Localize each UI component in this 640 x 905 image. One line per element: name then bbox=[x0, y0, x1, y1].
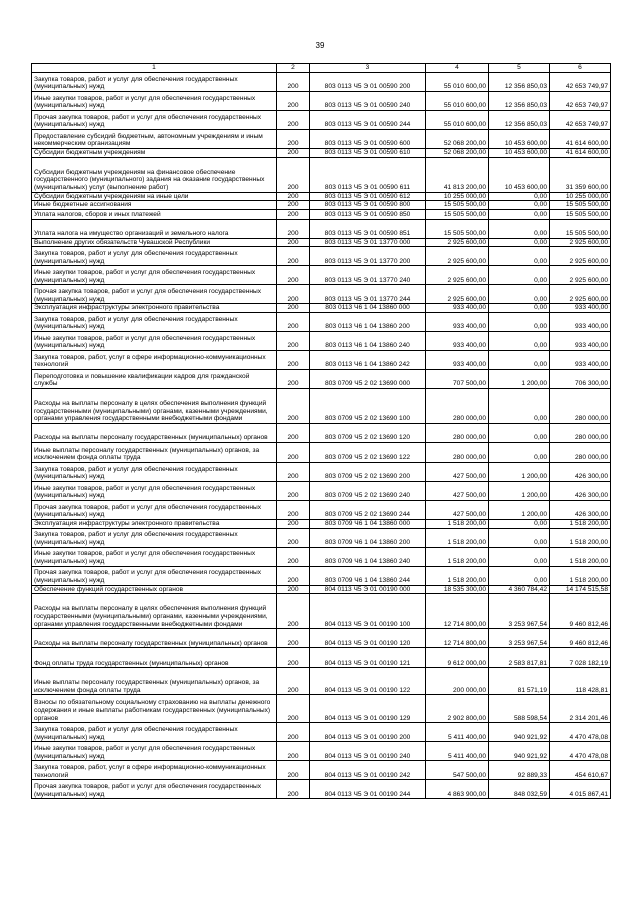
row-value-col5: 0,00 bbox=[489, 219, 550, 238]
row-classifier-cell: 803 0709 Ч5 2 02 13690 122 bbox=[310, 442, 426, 462]
row-code-cell: 200 bbox=[277, 312, 310, 331]
row-code-cell: 200 bbox=[277, 481, 310, 500]
row-classifier-cell: 803 0709 Ч5 2 02 13690 200 bbox=[310, 462, 426, 481]
row-name-cell: Фонд оплаты труда государственных (муниципальных) органов bbox=[32, 648, 277, 668]
row-value-col4: 12 714 800,00 bbox=[426, 629, 489, 648]
row-code-cell: 200 bbox=[277, 388, 310, 423]
table-row bbox=[32, 500, 611, 519]
row-value-col5: 0,00 bbox=[489, 247, 550, 266]
row-value-col5: 0,00 bbox=[489, 519, 550, 528]
table-row bbox=[32, 547, 611, 566]
row-classifier-cell: 804 0113 Ч5 Э 01 00190 244 bbox=[310, 780, 426, 799]
row-name-cell: Прочая закупка товаров, работ и услуг для обеспечения государственных (муниципальных) нужд bbox=[32, 111, 277, 130]
row-classifier-cell: 803 0709 Ч6 1 04 13860 000 bbox=[310, 519, 426, 528]
row-code-cell: 200 bbox=[277, 648, 310, 668]
table-row bbox=[32, 111, 611, 130]
row-name-cell: Закупка товаров, работ и услуг для обеспечения государственных (муниципальных) нужд bbox=[32, 73, 277, 92]
row-value-col4: 280 000,00 bbox=[426, 442, 489, 462]
row-value-col4: 933 400,00 bbox=[426, 331, 489, 350]
row-value-col6: 118 428,81 bbox=[550, 668, 611, 695]
table-row bbox=[32, 201, 611, 210]
table-row bbox=[32, 266, 611, 285]
row-value-col4: 2 902 800,00 bbox=[426, 695, 489, 723]
row-value-col6: 4 015 867,41 bbox=[550, 780, 611, 799]
row-code-cell: 200 bbox=[277, 285, 310, 304]
row-classifier-cell: 803 0113 Ч5 Э 01 00590 610 bbox=[310, 149, 426, 158]
row-value-col5: 3 253 967,54 bbox=[489, 594, 550, 629]
row-code-cell: 200 bbox=[277, 201, 310, 210]
row-name-cell: Расходы на выплаты персоналу государственных (муниципальных) органов bbox=[32, 629, 277, 648]
row-code-cell: 200 bbox=[277, 247, 310, 266]
row-code-cell: 200 bbox=[277, 723, 310, 742]
table-row bbox=[32, 369, 611, 388]
row-code-cell: 200 bbox=[277, 209, 310, 219]
table-row bbox=[32, 668, 611, 695]
table-row bbox=[32, 350, 611, 369]
row-value-col5: 12 356 850,03 bbox=[489, 92, 550, 111]
row-value-col6: 1 518 200,00 bbox=[550, 528, 611, 547]
row-classifier-cell: 804 0113 Ч5 Э 01 00190 121 bbox=[310, 648, 426, 668]
row-classifier-cell: 803 0113 Ч6 1 04 13860 242 bbox=[310, 350, 426, 369]
row-value-col6: 7 028 182,19 bbox=[550, 648, 611, 668]
row-value-col5: 10 453 600,00 bbox=[489, 157, 550, 192]
row-value-col4: 9 612 000,00 bbox=[426, 648, 489, 668]
row-value-col6: 9 460 812,46 bbox=[550, 594, 611, 629]
row-name-cell: Предоставление субсидий бюджетным, автономным учреждениям и иным некоммерческим организациям bbox=[32, 130, 277, 149]
row-classifier-cell: 803 0709 Ч5 2 02 13690 120 bbox=[310, 423, 426, 442]
row-classifier-cell: 803 0709 Ч5 2 02 13690 100 bbox=[310, 388, 426, 423]
row-value-col4: 280 000,00 bbox=[426, 423, 489, 442]
row-value-col5: 1 200,00 bbox=[489, 462, 550, 481]
row-name-cell: Закупка товаров, работ, услуг в сфере информационно-коммуникационных технологий bbox=[32, 761, 277, 780]
row-code-cell: 200 bbox=[277, 500, 310, 519]
row-name-cell: Эксплуатация инфраструктуры электронного правительства bbox=[32, 519, 277, 528]
header-row bbox=[32, 64, 611, 73]
row-code-cell: 200 bbox=[277, 111, 310, 130]
row-value-col6: 2 314 201,46 bbox=[550, 695, 611, 723]
row-name-cell: Закупка товаров, работ и услуг для обеспечения государственных (муниципальных) нужд bbox=[32, 312, 277, 331]
row-value-col5: 0,00 bbox=[489, 209, 550, 219]
table-row bbox=[32, 566, 611, 585]
row-value-col5: 848 032,59 bbox=[489, 780, 550, 799]
row-value-col5: 0,00 bbox=[489, 566, 550, 585]
row-value-col6: 4 470 478,08 bbox=[550, 742, 611, 761]
header-cell: 2 bbox=[277, 64, 310, 73]
budget-table bbox=[31, 63, 611, 799]
table-row bbox=[32, 462, 611, 481]
row-code-cell: 200 bbox=[277, 73, 310, 92]
row-value-col6: 426 300,00 bbox=[550, 481, 611, 500]
row-classifier-cell: 803 0113 Ч5 Э 01 13770 240 bbox=[310, 266, 426, 285]
table-row bbox=[32, 219, 611, 238]
row-value-col4: 2 925 600,00 bbox=[426, 238, 489, 247]
row-name-cell: Закупка товаров, работ и услуг для обеспечения государственных (муниципальных) нужд bbox=[32, 247, 277, 266]
row-name-cell: Закупка товаров, работ, услуг в сфере информационно-коммуникационных технологий bbox=[32, 350, 277, 369]
row-name-cell: Переподготовка и повышение квалификации кадров для гражданской службы bbox=[32, 369, 277, 388]
row-value-col6: 15 505 500,00 bbox=[550, 209, 611, 219]
table-row bbox=[32, 247, 611, 266]
table-row bbox=[32, 423, 611, 442]
table-row bbox=[32, 312, 611, 331]
row-value-col5: 0,00 bbox=[489, 285, 550, 304]
header-cell: 6 bbox=[550, 64, 611, 73]
row-code-cell: 200 bbox=[277, 192, 310, 201]
row-value-col5: 4 360 784,42 bbox=[489, 585, 550, 594]
row-name-cell: Иные закупки товаров, работ и услуг для обеспечения государственных (муниципальных) нужд bbox=[32, 331, 277, 350]
row-code-cell: 200 bbox=[277, 519, 310, 528]
row-code-cell: 200 bbox=[277, 761, 310, 780]
row-value-col6: 42 653 749,97 bbox=[550, 73, 611, 92]
table-row bbox=[32, 238, 611, 247]
row-value-col4: 933 400,00 bbox=[426, 350, 489, 369]
row-value-col6: 1 518 200,00 bbox=[550, 547, 611, 566]
row-value-col5: 10 453 600,00 bbox=[489, 149, 550, 158]
row-code-cell: 200 bbox=[277, 157, 310, 192]
row-code-cell: 200 bbox=[277, 594, 310, 629]
row-value-col6: 426 300,00 bbox=[550, 500, 611, 519]
table-row bbox=[32, 73, 611, 92]
header-cell: 3 bbox=[310, 64, 426, 73]
budget-table-body bbox=[32, 64, 611, 799]
row-name-cell: Прочая закупка товаров, работ и услуг для обеспечения государственных (муниципальных) нужд bbox=[32, 566, 277, 585]
row-value-col5: 1 200,00 bbox=[489, 481, 550, 500]
row-code-cell: 200 bbox=[277, 585, 310, 594]
row-name-cell: Субсидии бюджетным учреждениям на иные цели bbox=[32, 192, 277, 201]
row-value-col6: 14 174 515,58 bbox=[550, 585, 611, 594]
row-value-col4: 933 400,00 bbox=[426, 304, 489, 313]
row-value-col6: 933 400,00 bbox=[550, 304, 611, 313]
row-value-col5: 2 583 817,81 bbox=[489, 648, 550, 668]
row-name-cell: Расходы на выплаты персоналу государственных (муниципальных) органов bbox=[32, 423, 277, 442]
row-classifier-cell: 803 0709 Ч6 1 04 13860 200 bbox=[310, 528, 426, 547]
row-value-col6: 454 610,67 bbox=[550, 761, 611, 780]
row-code-cell: 200 bbox=[277, 219, 310, 238]
row-value-col6: 933 400,00 bbox=[550, 312, 611, 331]
table-row bbox=[32, 629, 611, 648]
row-name-cell: Расходы на выплаты персоналу в целях обеспечения выполнения функций государственными (муниципальными) органами, казенными учреждениями, органами управления государственными внебюджетными фондами bbox=[32, 388, 277, 423]
row-value-col4: 1 518 200,00 bbox=[426, 566, 489, 585]
row-name-cell: Иные бюджетные ассигнования bbox=[32, 201, 277, 210]
row-value-col6: 9 460 812,46 bbox=[550, 629, 611, 648]
row-value-col6: 280 000,00 bbox=[550, 423, 611, 442]
table-row bbox=[32, 723, 611, 742]
row-code-cell: 200 bbox=[277, 92, 310, 111]
row-classifier-cell: 803 0113 Ч5 Э 01 00590 850 bbox=[310, 209, 426, 219]
table-row bbox=[32, 481, 611, 500]
row-value-col5: 12 356 850,03 bbox=[489, 73, 550, 92]
row-name-cell: Закупка товаров, работ и услуг для обеспечения государственных (муниципальных) нужд bbox=[32, 528, 277, 547]
row-code-cell: 200 bbox=[277, 742, 310, 761]
row-classifier-cell: 803 0113 Ч5 Э 01 00590 851 bbox=[310, 219, 426, 238]
row-value-col4: 55 010 600,00 bbox=[426, 92, 489, 111]
row-code-cell: 200 bbox=[277, 547, 310, 566]
row-value-col6: 280 000,00 bbox=[550, 388, 611, 423]
row-code-cell: 200 bbox=[277, 149, 310, 158]
row-value-col6: 426 300,00 bbox=[550, 462, 611, 481]
row-value-col6: 2 925 600,00 bbox=[550, 285, 611, 304]
row-classifier-cell: 804 0113 Ч5 Э 01 00190 240 bbox=[310, 742, 426, 761]
row-value-col6: 42 653 749,97 bbox=[550, 111, 611, 130]
table-row bbox=[32, 648, 611, 668]
header-cell: 4 bbox=[426, 64, 489, 73]
table-row bbox=[32, 304, 611, 313]
row-name-cell: Прочая закупка товаров, работ и услуг для обеспечения государственных (муниципальных) нужд bbox=[32, 285, 277, 304]
row-code-cell: 200 bbox=[277, 780, 310, 799]
row-code-cell: 200 bbox=[277, 668, 310, 695]
table-row bbox=[32, 519, 611, 528]
row-classifier-cell: 804 0113 Ч5 Э 01 00190 242 bbox=[310, 761, 426, 780]
row-classifier-cell: 804 0113 Ч5 Э 01 00190 120 bbox=[310, 629, 426, 648]
row-value-col5: 0,00 bbox=[489, 331, 550, 350]
row-name-cell: Эксплуатация инфраструктуры электронного правительства bbox=[32, 304, 277, 313]
row-value-col6: 15 505 500,00 bbox=[550, 201, 611, 210]
row-name-cell: Обеспечение функций государственных органов bbox=[32, 585, 277, 594]
row-value-col6: 1 518 200,00 bbox=[550, 566, 611, 585]
row-classifier-cell: 803 0709 Ч5 2 02 13690 244 bbox=[310, 500, 426, 519]
table-row bbox=[32, 157, 611, 192]
table-row bbox=[32, 285, 611, 304]
row-value-col6: 2 925 600,00 bbox=[550, 266, 611, 285]
row-value-col4: 5 411 400,00 bbox=[426, 742, 489, 761]
row-name-cell: Выполнение других обязательств Чувашской Республики bbox=[32, 238, 277, 247]
table-row bbox=[32, 130, 611, 149]
row-name-cell: Расходы на выплаты персоналу в целях обеспечения выполнения функций государственными (муниципальными) органами, казенными учреждениями, органами управления государственными внебюджетными фондами bbox=[32, 594, 277, 629]
row-code-cell: 200 bbox=[277, 238, 310, 247]
row-value-col5: 92 889,33 bbox=[489, 761, 550, 780]
table-row bbox=[32, 209, 611, 219]
row-code-cell: 200 bbox=[277, 528, 310, 547]
row-value-col4: 547 500,00 bbox=[426, 761, 489, 780]
row-code-cell: 200 bbox=[277, 695, 310, 723]
row-value-col4: 200 000,00 bbox=[426, 668, 489, 695]
row-name-cell: Субсидии бюджетным учреждениям на финансовое обеспечение государственного (муниципального) задания на оказание государственных (муниципальных) услуг (выполнение работ) bbox=[32, 157, 277, 192]
table-row bbox=[32, 149, 611, 158]
row-classifier-cell: 803 0113 Ч5 Э 01 13770 200 bbox=[310, 247, 426, 266]
row-value-col5: 12 356 850,03 bbox=[489, 111, 550, 130]
row-name-cell: Прочая закупка товаров, работ и услуг для обеспечения государственных (муниципальных) нужд bbox=[32, 500, 277, 519]
row-value-col4: 41 813 200,00 bbox=[426, 157, 489, 192]
row-value-col5: 0,00 bbox=[489, 304, 550, 313]
row-name-cell: Иные выплаты персоналу государственных (муниципальных) органов, за исключением фонда оплаты труда bbox=[32, 668, 277, 695]
row-value-col4: 933 400,00 bbox=[426, 312, 489, 331]
row-name-cell: Иные закупки товаров, работ и услуг для обеспечения государственных (муниципальных) нужд bbox=[32, 481, 277, 500]
row-value-col6: 31 359 600,00 bbox=[550, 157, 611, 192]
row-classifier-cell: 804 0113 Ч5 Э 01 00190 122 bbox=[310, 668, 426, 695]
row-value-col4: 1 518 200,00 bbox=[426, 519, 489, 528]
row-value-col4: 427 500,00 bbox=[426, 481, 489, 500]
row-value-col6: 2 925 600,00 bbox=[550, 238, 611, 247]
row-value-col4: 1 518 200,00 bbox=[426, 528, 489, 547]
row-classifier-cell: 803 0113 Ч5 Э 01 00590 611 bbox=[310, 157, 426, 192]
row-value-col5: 3 253 967,54 bbox=[489, 629, 550, 648]
row-name-cell: Иные закупки товаров, работ и услуг для обеспечения государственных (муниципальных) нужд bbox=[32, 266, 277, 285]
row-value-col5: 0,00 bbox=[489, 350, 550, 369]
row-code-cell: 200 bbox=[277, 369, 310, 388]
row-value-col6: 41 614 600,00 bbox=[550, 130, 611, 149]
row-name-cell: Взносы по обязательному социальному страхованию на выплаты денежного содержания и иные выплаты работникам государственных (муниципальных) органов bbox=[32, 695, 277, 723]
row-value-col4: 10 255 000,00 bbox=[426, 192, 489, 201]
row-value-col5: 0,00 bbox=[489, 201, 550, 210]
table-row bbox=[32, 442, 611, 462]
row-value-col5: 0,00 bbox=[489, 388, 550, 423]
table-row bbox=[32, 585, 611, 594]
table-row bbox=[32, 742, 611, 761]
table-row bbox=[32, 192, 611, 201]
row-value-col6: 4 470 478,08 bbox=[550, 723, 611, 742]
header-cell: 5 bbox=[489, 64, 550, 73]
row-value-col5: 1 200,00 bbox=[489, 500, 550, 519]
row-classifier-cell: 803 0113 Ч6 1 04 13860 000 bbox=[310, 304, 426, 313]
row-value-col4: 2 925 600,00 bbox=[426, 247, 489, 266]
row-name-cell: Уплата налога на имущество организаций и земельного налога bbox=[32, 219, 277, 238]
row-value-col4: 52 068 200,00 bbox=[426, 149, 489, 158]
row-classifier-cell: 803 0113 Ч5 Э 01 00590 244 bbox=[310, 111, 426, 130]
row-value-col4: 5 411 400,00 bbox=[426, 723, 489, 742]
row-value-col6: 10 255 000,00 bbox=[550, 192, 611, 201]
row-value-col4: 1 518 200,00 bbox=[426, 547, 489, 566]
row-classifier-cell: 803 0709 Ч6 1 04 13860 244 bbox=[310, 566, 426, 585]
header-cell: 1 bbox=[32, 64, 277, 73]
row-name-cell: Прочая закупка товаров, работ и услуг для обеспечения государственных (муниципальных) нужд bbox=[32, 780, 277, 799]
table-row bbox=[32, 92, 611, 111]
table-row bbox=[32, 594, 611, 629]
row-classifier-cell: 803 0113 Ч6 1 04 13860 200 bbox=[310, 312, 426, 331]
row-value-col6: 933 400,00 bbox=[550, 350, 611, 369]
row-value-col4: 15 505 500,00 bbox=[426, 219, 489, 238]
row-code-cell: 200 bbox=[277, 331, 310, 350]
row-value-col6: 42 653 749,97 bbox=[550, 92, 611, 111]
table-row bbox=[32, 780, 611, 799]
row-value-col4: 707 500,00 bbox=[426, 369, 489, 388]
row-value-col4: 15 505 500,00 bbox=[426, 209, 489, 219]
row-classifier-cell: 803 0113 Ч5 Э 01 00590 200 bbox=[310, 73, 426, 92]
row-code-cell: 200 bbox=[277, 462, 310, 481]
row-value-col6: 706 300,00 bbox=[550, 369, 611, 388]
row-value-col5: 10 453 600,00 bbox=[489, 130, 550, 149]
row-value-col5: 0,00 bbox=[489, 266, 550, 285]
row-classifier-cell: 803 0709 Ч5 2 02 13690 000 bbox=[310, 369, 426, 388]
row-classifier-cell: 803 0113 Ч5 Э 01 00590 800 bbox=[310, 201, 426, 210]
row-value-col5: 940 921,92 bbox=[489, 742, 550, 761]
row-code-cell: 200 bbox=[277, 442, 310, 462]
row-code-cell: 200 bbox=[277, 130, 310, 149]
row-name-cell: Иные закупки товаров, работ и услуг для обеспечения государственных (муниципальных) нужд bbox=[32, 742, 277, 761]
table-row bbox=[32, 528, 611, 547]
row-value-col5: 0,00 bbox=[489, 528, 550, 547]
row-classifier-cell: 804 0113 Ч5 Э 01 00190 000 bbox=[310, 585, 426, 594]
table-row bbox=[32, 761, 611, 780]
row-value-col6: 41 614 600,00 bbox=[550, 149, 611, 158]
row-value-col4: 55 010 600,00 bbox=[426, 73, 489, 92]
row-classifier-cell: 803 0113 Ч5 Э 01 00590 612 bbox=[310, 192, 426, 201]
row-name-cell: Закупка товаров, работ и услуг для обеспечения государственных (муниципальных) нужд bbox=[32, 462, 277, 481]
row-name-cell: Иные закупки товаров, работ и услуг для обеспечения государственных (муниципальных) нужд bbox=[32, 547, 277, 566]
row-classifier-cell: 803 0709 Ч6 1 04 13860 240 bbox=[310, 547, 426, 566]
row-code-cell: 200 bbox=[277, 566, 310, 585]
row-code-cell: 200 bbox=[277, 350, 310, 369]
row-name-cell: Закупка товаров, работ и услуг для обеспечения государственных (муниципальных) нужд bbox=[32, 723, 277, 742]
row-name-cell: Иные выплаты персоналу государственных (муниципальных) органов, за исключением фонда оплаты труда bbox=[32, 442, 277, 462]
row-value-col5: 940 921,92 bbox=[489, 723, 550, 742]
row-value-col6: 2 925 600,00 bbox=[550, 247, 611, 266]
row-classifier-cell: 804 0113 Ч5 Э 01 00190 200 bbox=[310, 723, 426, 742]
row-code-cell: 200 bbox=[277, 629, 310, 648]
row-classifier-cell: 804 0113 Ч5 Э 01 00190 100 bbox=[310, 594, 426, 629]
row-value-col4: 55 010 600,00 bbox=[426, 111, 489, 130]
row-value-col4: 427 500,00 bbox=[426, 500, 489, 519]
row-code-cell: 200 bbox=[277, 423, 310, 442]
row-classifier-cell: 803 0113 Ч5 Э 01 13770 244 bbox=[310, 285, 426, 304]
row-value-col5: 0,00 bbox=[489, 312, 550, 331]
row-name-cell: Уплата налогов, сборов и иных платежей bbox=[32, 209, 277, 219]
row-value-col5: 588 598,54 bbox=[489, 695, 550, 723]
row-value-col4: 4 863 900,00 bbox=[426, 780, 489, 799]
row-name-cell: Иные закупки товаров, работ и услуг для обеспечения государственных (муниципальных) нужд bbox=[32, 92, 277, 111]
row-value-col5: 0,00 bbox=[489, 442, 550, 462]
row-value-col5: 0,00 bbox=[489, 238, 550, 247]
row-value-col4: 18 535 300,00 bbox=[426, 585, 489, 594]
row-value-col5: 0,00 bbox=[489, 192, 550, 201]
row-value-col5: 0,00 bbox=[489, 547, 550, 566]
table-row bbox=[32, 388, 611, 423]
row-value-col6: 1 518 200,00 bbox=[550, 519, 611, 528]
row-value-col4: 427 500,00 bbox=[426, 462, 489, 481]
row-value-col4: 2 925 600,00 bbox=[426, 285, 489, 304]
row-classifier-cell: 803 0113 Ч5 Э 01 13770 000 bbox=[310, 238, 426, 247]
row-classifier-cell: 803 0113 Ч5 Э 01 00590 240 bbox=[310, 92, 426, 111]
row-classifier-cell: 803 0709 Ч5 2 02 13690 240 bbox=[310, 481, 426, 500]
row-code-cell: 200 bbox=[277, 304, 310, 313]
row-value-col5: 0,00 bbox=[489, 423, 550, 442]
table-row bbox=[32, 331, 611, 350]
page-number: 39 bbox=[315, 41, 325, 50]
row-value-col4: 280 000,00 bbox=[426, 388, 489, 423]
row-value-col4: 15 505 500,00 bbox=[426, 201, 489, 210]
row-classifier-cell: 803 0113 Ч6 1 04 13860 240 bbox=[310, 331, 426, 350]
row-value-col4: 52 068 200,00 bbox=[426, 130, 489, 149]
row-value-col4: 2 925 600,00 bbox=[426, 266, 489, 285]
table-row bbox=[32, 695, 611, 723]
row-value-col5: 81 571,19 bbox=[489, 668, 550, 695]
row-value-col5: 1 200,00 bbox=[489, 369, 550, 388]
row-name-cell: Субсидии бюджетным учреждениям bbox=[32, 149, 277, 158]
row-code-cell: 200 bbox=[277, 266, 310, 285]
row-value-col6: 933 400,00 bbox=[550, 331, 611, 350]
row-value-col4: 12 714 800,00 bbox=[426, 594, 489, 629]
row-value-col6: 280 000,00 bbox=[550, 442, 611, 462]
row-classifier-cell: 803 0113 Ч5 Э 01 00590 600 bbox=[310, 130, 426, 149]
row-value-col6: 15 505 500,00 bbox=[550, 219, 611, 238]
row-classifier-cell: 804 0113 Ч5 Э 01 00190 129 bbox=[310, 695, 426, 723]
